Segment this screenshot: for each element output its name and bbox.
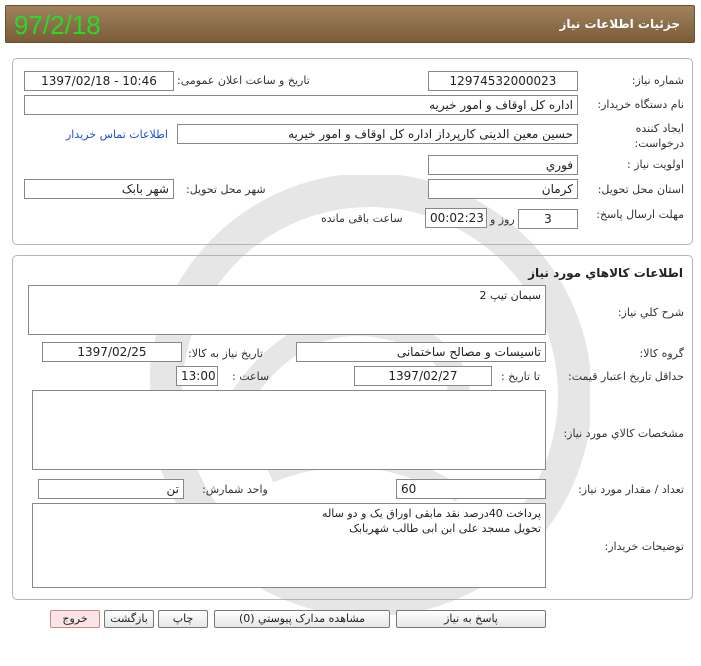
quantity-label: تعداد / مقدار مورد نیاز: <box>578 483 684 496</box>
buyer-notes-textarea[interactable] <box>32 503 546 588</box>
quantity-field[interactable]: 60 <box>396 479 546 499</box>
general-desc-textarea[interactable]: سیمان تیپ 2 <box>28 285 546 335</box>
price-validity-label: حداقل تاریخ اعتبار قیمت: <box>568 370 684 383</box>
buyer-notes-label: توضیحات خریدار: <box>604 540 684 553</box>
exit-button[interactable]: خروج <box>50 610 100 628</box>
goods-section-title: اطلاعات کالاهاي مورد نياز <box>528 266 683 280</box>
until-date-label: تا تاریخ : <box>501 370 540 383</box>
buyer-notes-line-1: پرداخت 40درصد نقد مابقی اوراق یک و دو ساله <box>322 507 541 520</box>
deadline-label: مهلت ارسال پاسخ: <box>596 208 684 221</box>
goods-group-label: گروه کالا: <box>639 347 684 360</box>
buyer-contact-link[interactable]: اطلاعات تماس خریدار <box>66 128 168 141</box>
page-header <box>5 5 695 43</box>
province-label: استان محل تحویل: <box>597 183 684 196</box>
creator-label: ایجاد کننده درخواست: <box>634 122 684 150</box>
reply-button[interactable]: پاسخ به نیاز <box>396 610 546 628</box>
view-attachments-button[interactable]: مشاهده مدارک پیوستي (0) <box>214 610 390 628</box>
hour-field[interactable]: 13:00 <box>176 366 218 386</box>
unit-field[interactable]: تن <box>38 479 184 499</box>
deadline-days-field[interactable]: 3 <box>518 209 578 229</box>
remaining-word: ساعت باقی مانده <box>321 212 403 225</box>
province-field[interactable]: کرمان <box>428 179 578 199</box>
deadline-time-field[interactable]: 00:02:23 <box>425 208 487 228</box>
announce-date-field[interactable]: 1397/02/18 - 10:46 <box>24 71 174 91</box>
buyer-org-field[interactable]: اداره کل اوقاف و امور خیریه <box>24 95 578 115</box>
buyer-notes-line-2: تحویل مسجد علی ابن ابی طالب شهربابک <box>349 522 541 535</box>
until-date-field[interactable]: 1397/02/27 <box>354 366 492 386</box>
hour-label: ساعت : <box>232 370 270 383</box>
buyer-org-label: نام دستگاه خریدار: <box>597 98 684 111</box>
need-number-field[interactable]: 12974532000023 <box>428 71 578 91</box>
creator-field[interactable]: حسین معین الدینی کارپرداز اداره کل اوقاف و امور خیریه <box>177 124 578 144</box>
general-desc-label: شرح کلي نياز: <box>617 306 684 319</box>
days-word: روز و <box>490 213 515 226</box>
city-field[interactable]: شهر بابک <box>24 179 174 199</box>
back-button[interactable]: بازگشت <box>104 610 154 628</box>
goods-specs-label: مشخصات کالاي مورد نياز: <box>563 427 684 440</box>
page-title: جزئیات اطلاعات نیاز <box>559 17 680 31</box>
print-button[interactable]: چاپ <box>158 610 208 628</box>
unit-label: واحد شمارش: <box>202 483 268 496</box>
announce-date-label: تاریخ و ساعت اعلان عمومی: <box>177 74 310 87</box>
city-label: شهر محل تحویل: <box>186 183 266 196</box>
date-stamp: 97/2/18 <box>14 10 101 40</box>
goods-specs-textarea[interactable] <box>32 390 546 470</box>
priority-label: اولویت نیاز : <box>626 158 684 171</box>
goods-group-field[interactable]: تاسیسات و مصالح ساختمانی <box>296 342 546 362</box>
need-date-field[interactable]: 1397/02/25 <box>42 342 182 362</box>
need-number-label: شماره نیاز: <box>631 74 684 87</box>
priority-field[interactable]: فوري <box>428 155 578 175</box>
need-date-label: تاریخ نیاز به کالا: <box>188 347 263 360</box>
